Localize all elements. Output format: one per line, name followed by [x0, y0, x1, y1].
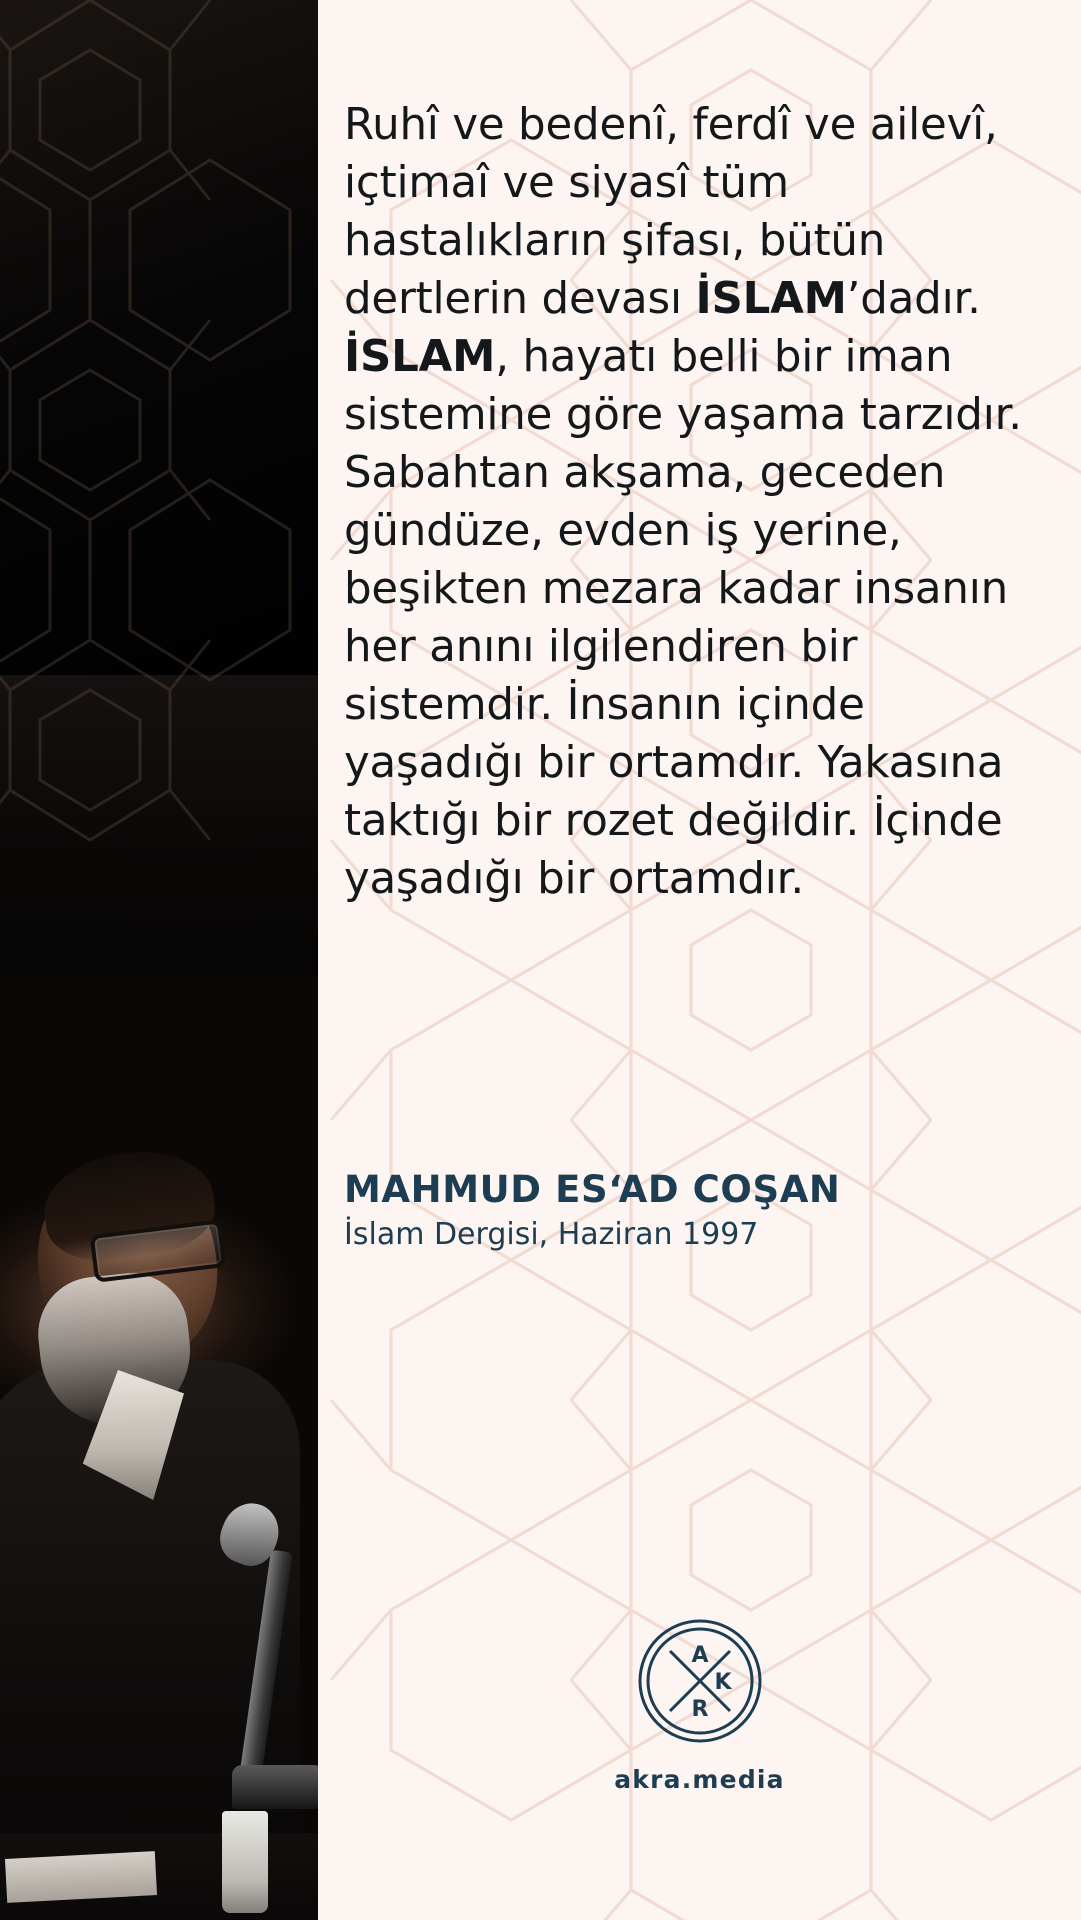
source-reference: İslam Dergisi, Haziran 1997 — [344, 1217, 759, 1252]
photo-geometric-pattern-icon — [0, 0, 318, 1060]
microphone-base — [232, 1765, 318, 1809]
water-glass — [222, 1811, 268, 1913]
speaker-photo — [0, 0, 318, 1920]
quote-text — [344, 96, 1044, 908]
photo-person-figure — [0, 975, 318, 1920]
quote-paragraph-2: , hayatı belli bir iman sistemine göre yaşama tarzıdır. Sabahtan akşama, geceden gündüze, evden iş yerine, beşikten mezara kadar insanın her anını ilgilendiren bir sistemdir. İnsanın içinde yaşadığı bir ortamdır. Yakasına taktığı bir rozet değildir. İçinde yaşadığı bir ortamdır. — [344, 332, 1036, 904]
svg-text:R: R — [691, 1697, 708, 1722]
paper-sheet — [5, 1851, 157, 1903]
brand-name: akra.media — [614, 1765, 785, 1794]
svg-text:K: K — [713, 1670, 732, 1695]
svg-text:A: A — [690, 1643, 709, 1668]
brand-logo-block[interactable] — [318, 1618, 1081, 1794]
quote-paragraph-1a: Ruhî ve bedenî, ferdî ve ailevî, içtimaî ve siyasî tüm hastalıkların şifası, bütün dertlerin devası — [344, 100, 1012, 324]
quote-keyword-islam-2: İSLAM — [344, 332, 496, 382]
akra-circle-logo-icon — [637, 1618, 763, 1744]
attribution-block — [344, 1168, 1054, 1256]
quote-keyword-islam-1: İSLAM — [695, 274, 847, 324]
author-name: MAHMUD ES‘AD COŞAN — [344, 1168, 841, 1211]
quote-paragraph-1b: ’dadır. — [846, 274, 981, 324]
content-column — [318, 0, 1081, 1920]
